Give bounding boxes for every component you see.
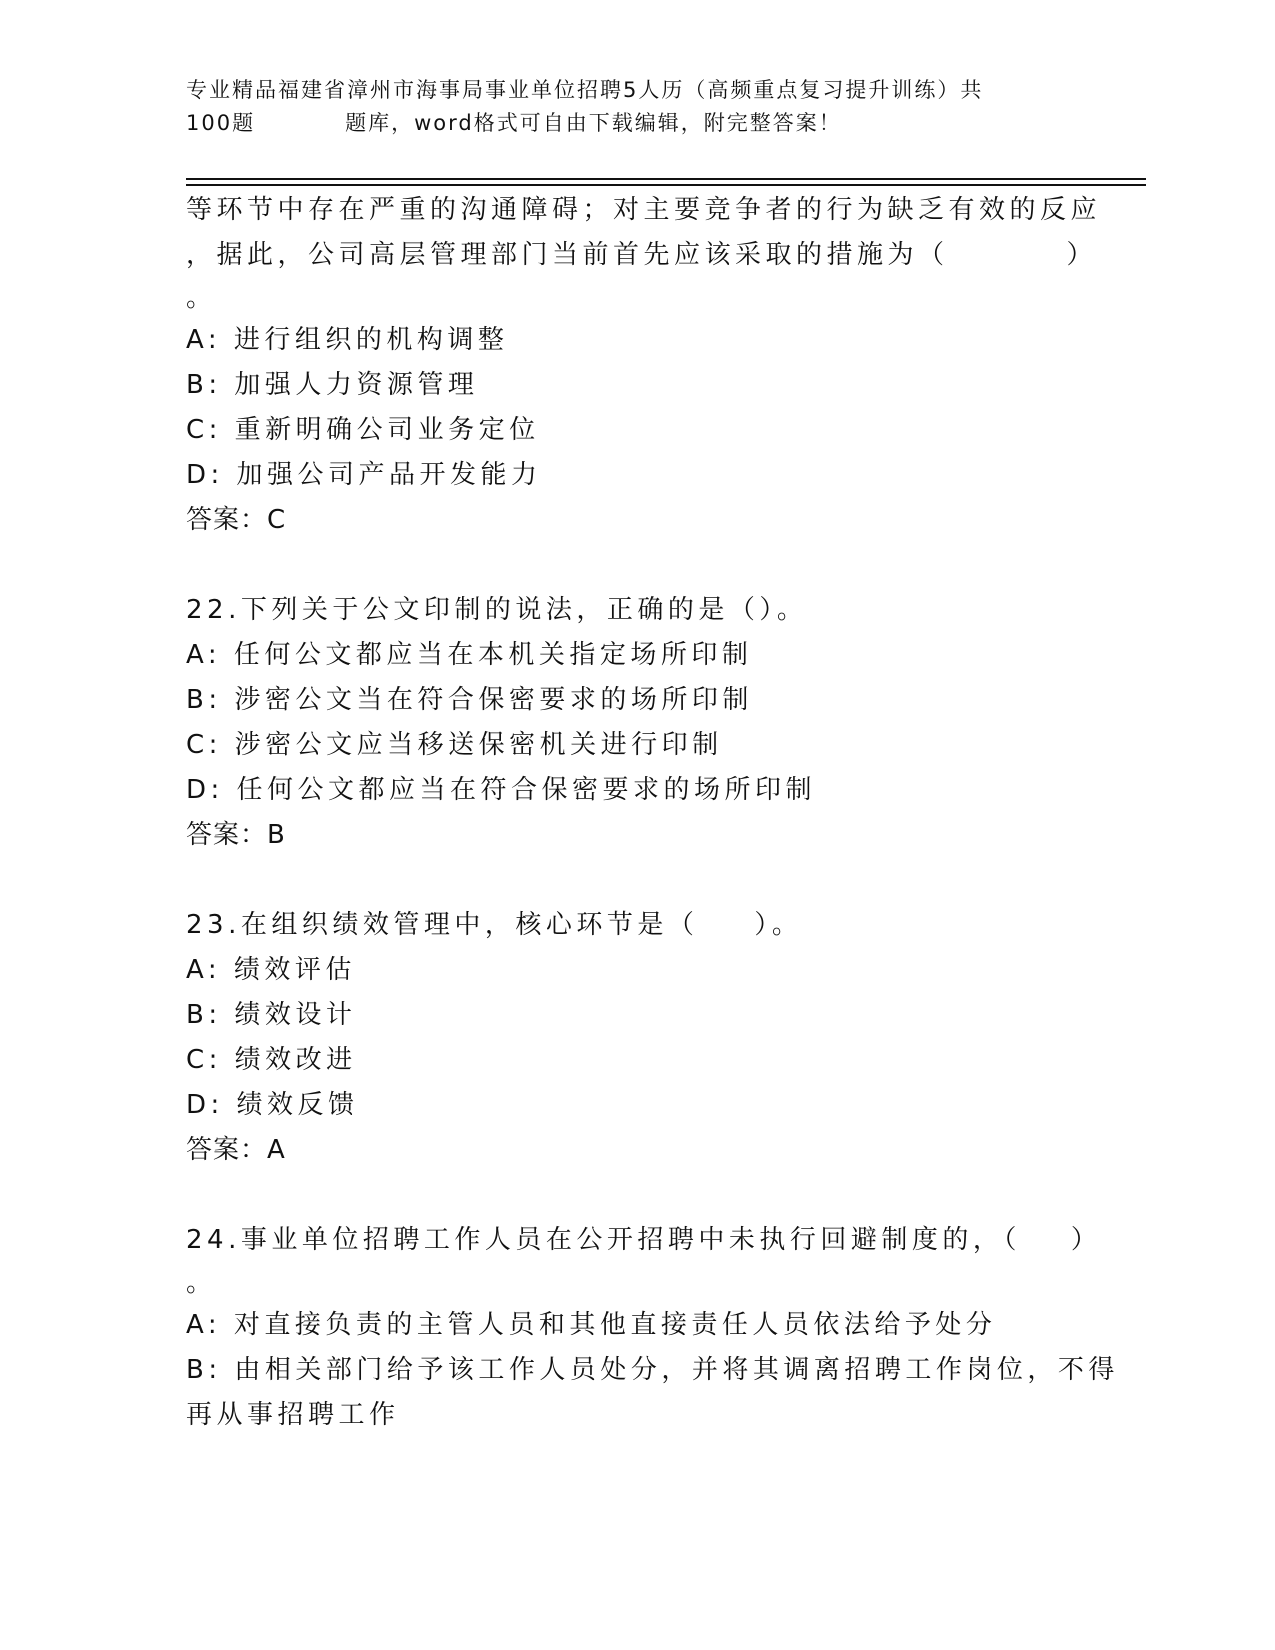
option-b: B: 加强人力资源管理 [186, 370, 479, 400]
question-content [186, 188, 1146, 1438]
option-c: C: 重新明确公司业务定位 [186, 415, 540, 445]
answer-line: 答案：B [186, 820, 286, 850]
question-stem-close: ）。 [754, 910, 803, 940]
header-line-1: 专业精品福建省漳州市海事局事业单位招聘5人历（高频重点复习提升训练）共 [186, 78, 984, 102]
question-stem-text: 24.事业单位招聘工作人员在公开招聘中未执行回避制度的，（ [186, 1225, 1021, 1255]
header-description: 题库，word格式可自由下载编辑，附完整答案！ [345, 111, 842, 135]
question-stem-line: 。 [186, 283, 217, 313]
question-stem-line [186, 233, 1146, 278]
question-24 [186, 1218, 1146, 1438]
header-line-2 [186, 107, 1086, 140]
question-22 [186, 588, 1146, 858]
option-d: D: 加强公司产品开发能力 [186, 460, 542, 490]
question-stem-text: ，据此，公司高层管理部门当前首先应该采取的措施为（ [186, 240, 949, 270]
option-a: A: 绩效评估 [186, 955, 356, 985]
question-stem-text: 23.在组织绩效管理中，核心环节是（ [186, 910, 699, 940]
header-divider-bottom [186, 184, 1146, 186]
option-b-continued: 再从事招聘工作 [186, 1400, 400, 1430]
question-stem [186, 903, 1146, 948]
option-d: D: 绩效反馈 [186, 1090, 359, 1120]
option-b: B: 涉密公文当在符合保密要求的场所印制 [186, 685, 753, 715]
option-a: A: 对直接负责的主管人员和其他直接责任人员依法给予处分 [186, 1310, 997, 1340]
option-c: C: 绩效改进 [186, 1045, 357, 1075]
question-stem [186, 1218, 1146, 1263]
document-header [186, 74, 1086, 140]
answer-line: 答案：A [186, 1135, 286, 1165]
answer-line: 答案：C [186, 505, 287, 535]
question-stem-close: ） [1066, 240, 1098, 270]
option-a: A: 进行组织的机构调整 [186, 325, 509, 355]
question-stem-line: 。 [186, 1268, 217, 1298]
header-question-count: 100题 [186, 111, 256, 135]
question-23 [186, 903, 1146, 1173]
option-b: B: 绩效设计 [186, 1000, 357, 1030]
header-divider-top [186, 178, 1146, 180]
option-a: A: 任何公文都应当在本机关指定场所印制 [186, 640, 753, 670]
question-stem-line: 等环节中存在严重的沟通障碍；对主要竞争者的行为缺乏有效的反应 [186, 195, 1102, 225]
question-stem-close: ） [1070, 1225, 1102, 1255]
question-21 [186, 188, 1146, 543]
question-stem: 22.下列关于公文印制的说法，正确的是（）。 [186, 595, 808, 625]
option-c: C: 涉密公文应当移送保密机关进行印制 [186, 730, 723, 760]
option-d: D: 任何公文都应当在符合保密要求的场所印制 [186, 775, 817, 805]
option-b: B: 由相关部门给予该工作人员处分，并将其调离招聘工作岗位，不得 [186, 1355, 1119, 1385]
